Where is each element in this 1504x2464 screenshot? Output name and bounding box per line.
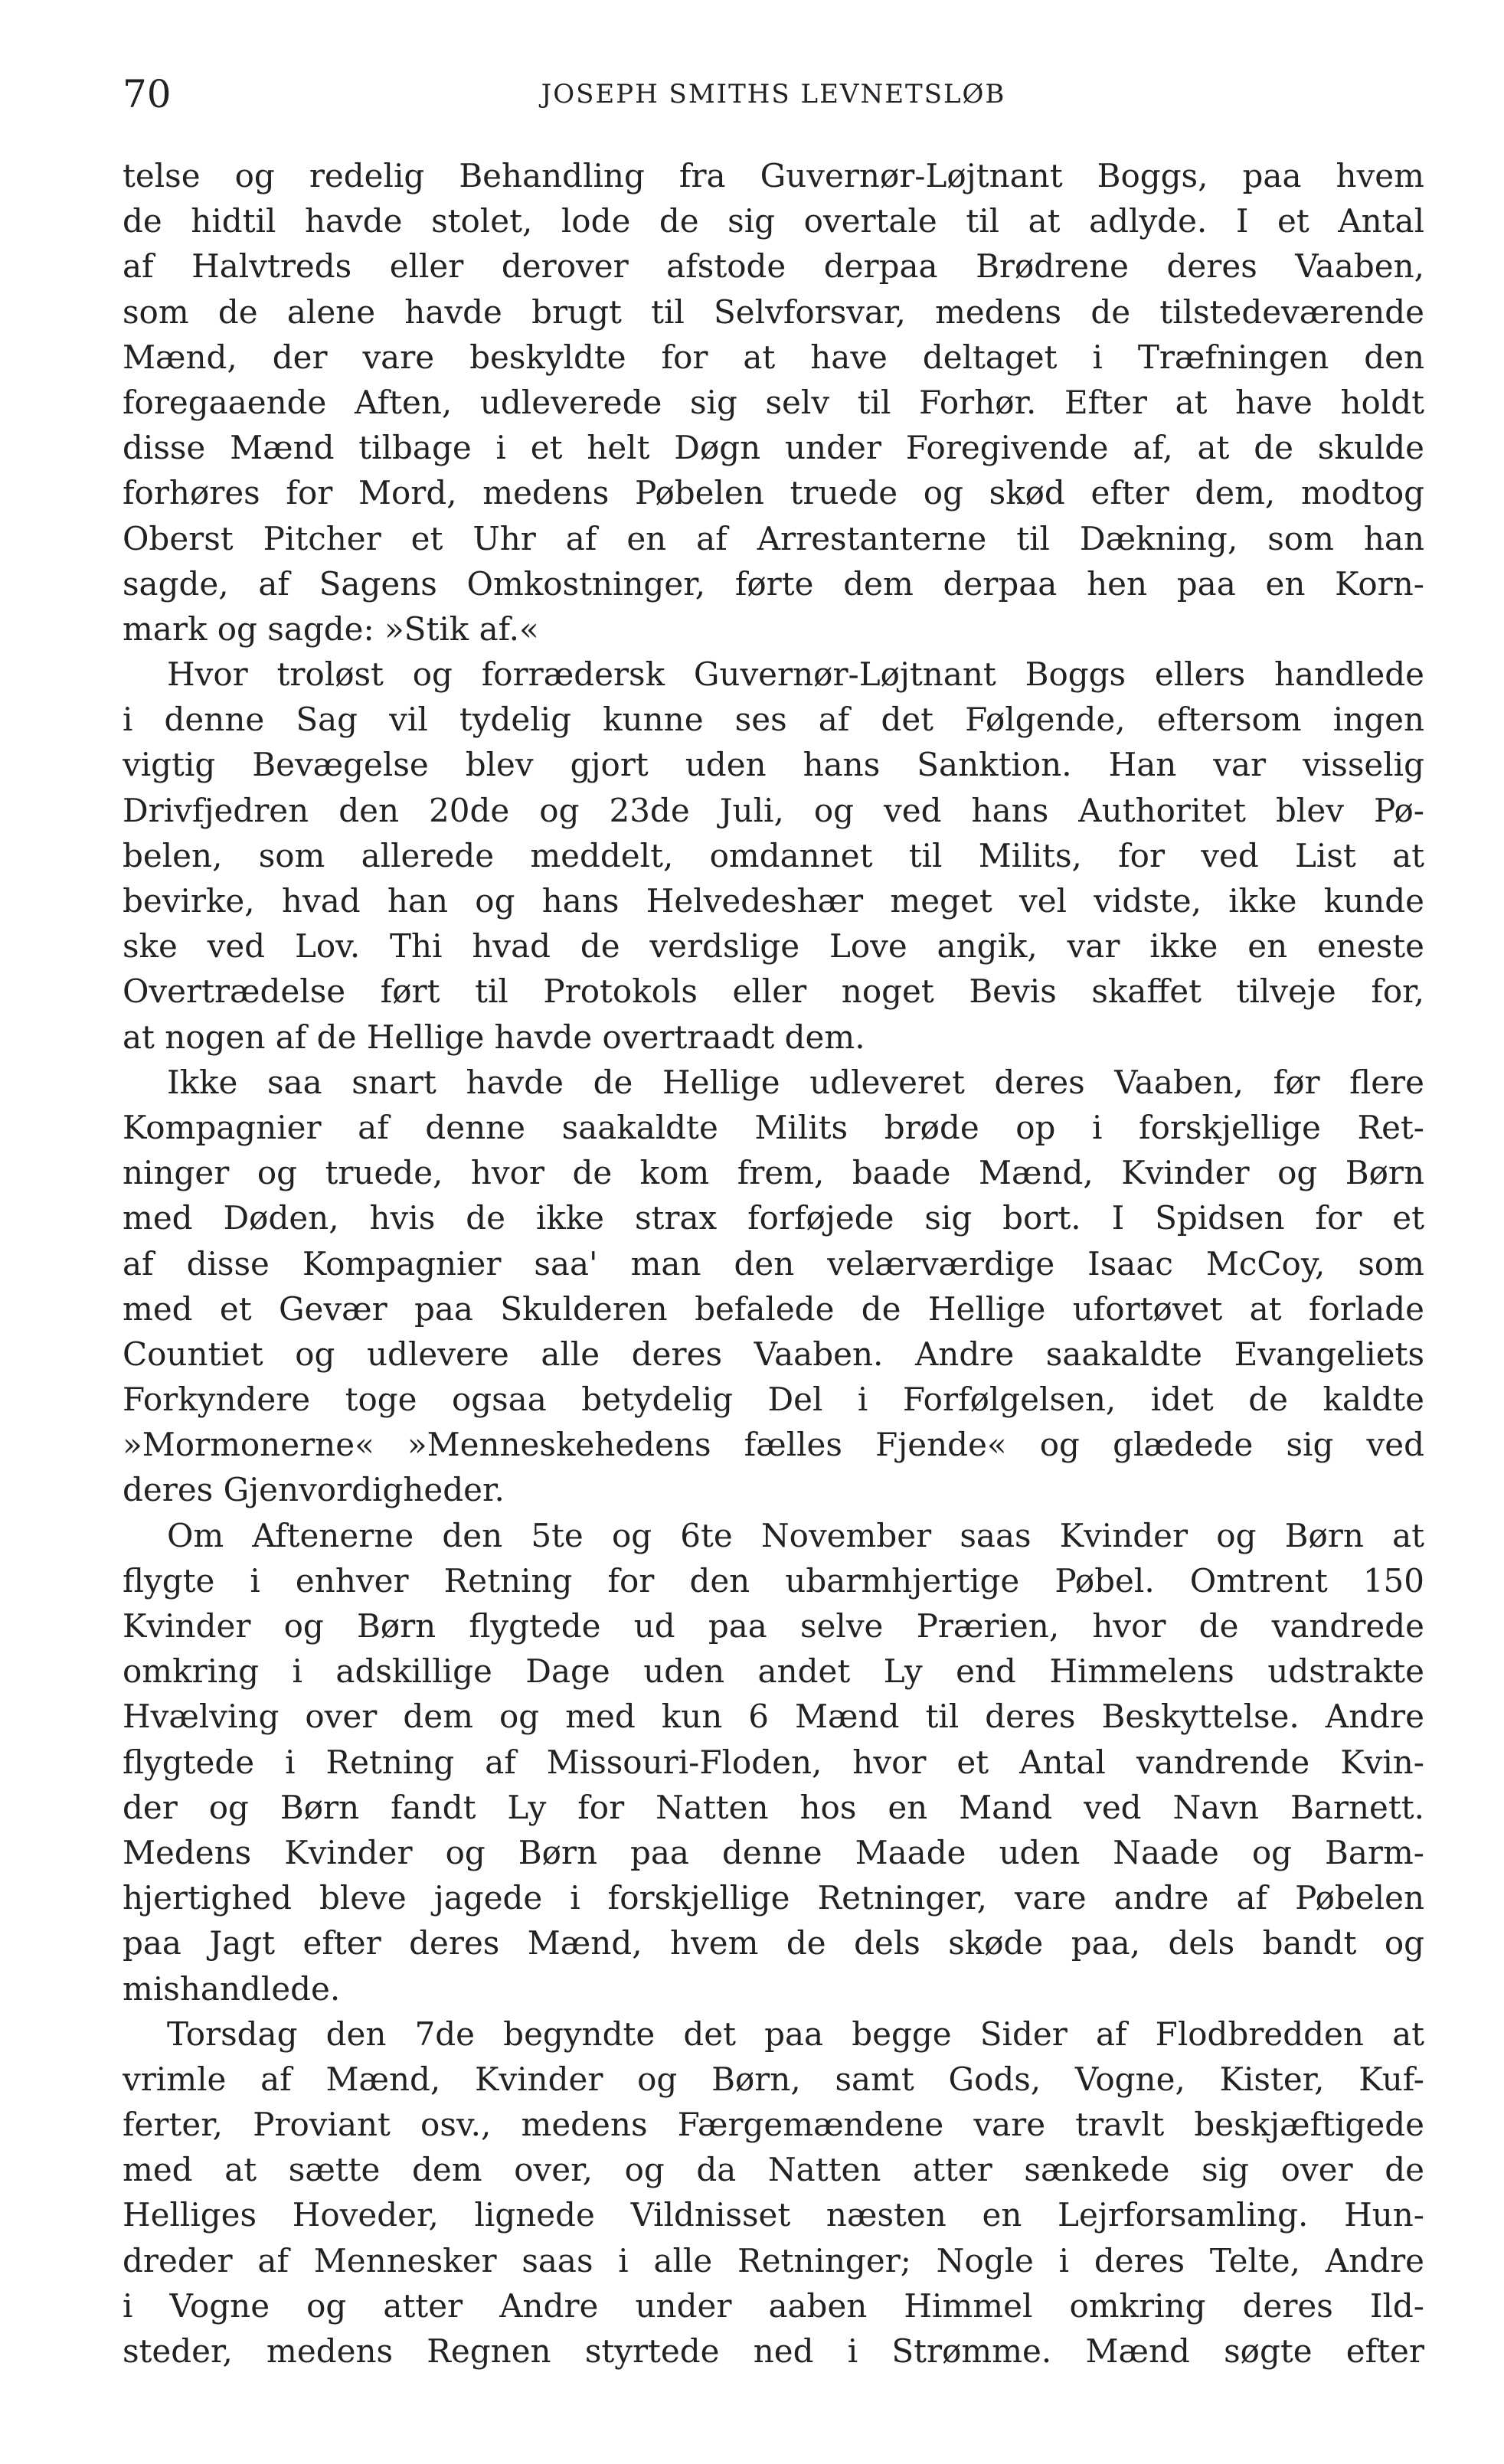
text-line: bevirke, hvad han og hans Helvedeshær meget vel vidste, ikke kunde (123, 882, 1424, 920)
text-line: af Halvtreds eller derover afstode derpaa Brødrene deres Vaaben, (123, 247, 1424, 286)
text-line: Forkyndere toge ogsaa betydelig Del i Forfølgelsen, idet de kaldte (123, 1381, 1424, 1419)
text-line: Hvor troløst og forrædersk Guvernør-Løjtnant Boggs ellers handlede (167, 655, 1424, 694)
text-line: Helliges Hoveder, lignede Vildnisset næsten en Lejrforsamling. Hun- (123, 2196, 1424, 2234)
text-line: Om Aftenerne den 5te og 6te November saas Kvinder og Børn at (167, 1516, 1424, 1554)
text-line: hjertighed bleve jagede i forskjellige Retninger, vare andre af Pøbelen (123, 1879, 1424, 1917)
page-header (123, 60, 1424, 129)
text-line: dreder af Mennesker saas i alle Retninger; Nogle i deres Telte, Andre (123, 2241, 1424, 2279)
text-line: Overtrædelse ført til Protokols eller noget Bevis skaffet tilveje for, (123, 972, 1424, 1011)
text-line: Drivfjedren den 20de og 23de Juli, og ved hans Authoritet blev Pø- (123, 791, 1424, 829)
text-line: deres Gjenvordigheder. (123, 1471, 505, 1509)
text-line: foregaaende Aften, udleverede sig selv til Forhør. Efter at have holdt (123, 383, 1424, 421)
text-line: Mænd, der vare beskyldte for at have deltaget i Træfningen den (123, 338, 1424, 376)
text-line: Kvinder og Børn flygtede ud paa selve Prærien, hvor de vandrede (123, 1607, 1424, 1645)
text-line: ninger og truede, hvor de kom frem, baade Mænd, Kvinder og Børn (123, 1154, 1424, 1192)
text-line: de hidtil havde stolet, lode de sig overtale til at adlyde. I et Antal (123, 202, 1424, 240)
text-line: disse Mænd tilbage i et helt Døgn under Foregivende af, at de skulde (123, 429, 1424, 467)
text-line: med at sætte dem over, og da Natten atter sænkede sig over de (123, 2151, 1424, 2189)
text-line: Countiet og udlevere alle deres Vaaben. Andre saakaldte Evangeliets (123, 1335, 1424, 1373)
text-line: ske ved Lov. Thi hvad de verdslige Love angik, var ikke en eneste (123, 927, 1424, 966)
text-line: med et Gevær paa Skulderen befalede de Hellige ufortøvet at forlade (123, 1289, 1424, 1328)
text-line: ferter, Proviant osv., medens Færgemændene vare travlt beskjæftigede (123, 2106, 1424, 2144)
text-line: omkring i adskillige Dage uden andet Ly end Himmelens udstrakte (123, 1652, 1424, 1691)
running-title: JOSEPH SMITHS LEVNETSLØB (541, 79, 1006, 109)
text-line: at nogen af de Hellige havde overtraadt dem. (123, 1018, 865, 1056)
text-line: Medens Kvinder og Børn paa denne Maade uden Naade og Barm- (123, 1833, 1424, 1871)
text-line: steder, medens Regnen styrtede ned i Strømme. Mænd søgte efter (123, 2332, 1424, 2370)
text-line: mishandlede. (123, 1969, 341, 2008)
text-line: »Mormonerne« »Menneskehedens fælles Fjende« og glædede sig ved (123, 1426, 1424, 1464)
text-line: vigtig Bevægelse blev gjort uden hans Sanktion. Han var visselig (123, 746, 1424, 784)
text-line: sagde, af Sagens Omkostninger, førte dem derpaa hen paa en Korn- (123, 564, 1424, 603)
text-line: der og Børn fandt Ly for Natten hos en Mand ved Navn Barnett. (123, 1788, 1424, 1826)
text-line: som de alene havde brugt til Selvforsvar, medens de tilstedeværende (123, 292, 1424, 331)
text-line: vrimle af Mænd, Kvinder og Børn, samt Gods, Vogne, Kister, Kuf- (123, 2060, 1424, 2098)
text-line: i denne Sag vil tydelig kunne ses af det Følgende, eftersom ingen (123, 701, 1424, 739)
page-number: 70 (123, 72, 172, 116)
text-line: paa Jagt efter deres Mænd, hvem de dels skøde paa, dels bandt og (123, 1924, 1424, 1962)
text-line: Kompagnier af denne saakaldte Milits brøde op i forskjellige Ret- (123, 1108, 1424, 1146)
body-text (123, 153, 1424, 2374)
text-line: Torsdag den 7de begyndte det paa begge Sider af Flodbredden at (167, 2015, 1424, 2053)
text-line: i Vogne og atter Andre under aaben Himmel omkring deres Ild- (123, 2286, 1424, 2325)
text-line: af disse Kompagnier saa' man den velærværdige Isaac McCoy, som (123, 1244, 1424, 1283)
text-line: flygte i enhver Retning for den ubarmhjertige Pøbel. Omtrent 150 (123, 1561, 1424, 1600)
text-line: flygtede i Retning af Missouri-Floden, hvor et Antal vandrende Kvin- (123, 1743, 1424, 1781)
text-line: telse og redelig Behandling fra Guvernør-Løjtnant Boggs, paa hvem (123, 157, 1424, 194)
text-line: forhøres for Mord, medens Pøbelen truede og skød efter dem, modtog (123, 474, 1424, 512)
text-line: Hvælving over dem og med kun 6 Mænd til deres Beskyttelse. Andre (123, 1698, 1424, 1736)
text-line: med Døden, hvis de ikke strax forføjede sig bort. I Spidsen for et (123, 1199, 1424, 1237)
text-line: mark og sagde: »Stik af.« (123, 609, 539, 648)
text-line: Ikke saa snart havde de Hellige udleveret deres Vaaben, før flere (167, 1063, 1424, 1101)
text-line: Oberst Pitcher et Uhr af en af Arrestanterne til Dækning, som han (123, 519, 1424, 557)
text-line: belen, som allerede meddelt, omdannet til Milits, for ved List at (123, 836, 1424, 874)
